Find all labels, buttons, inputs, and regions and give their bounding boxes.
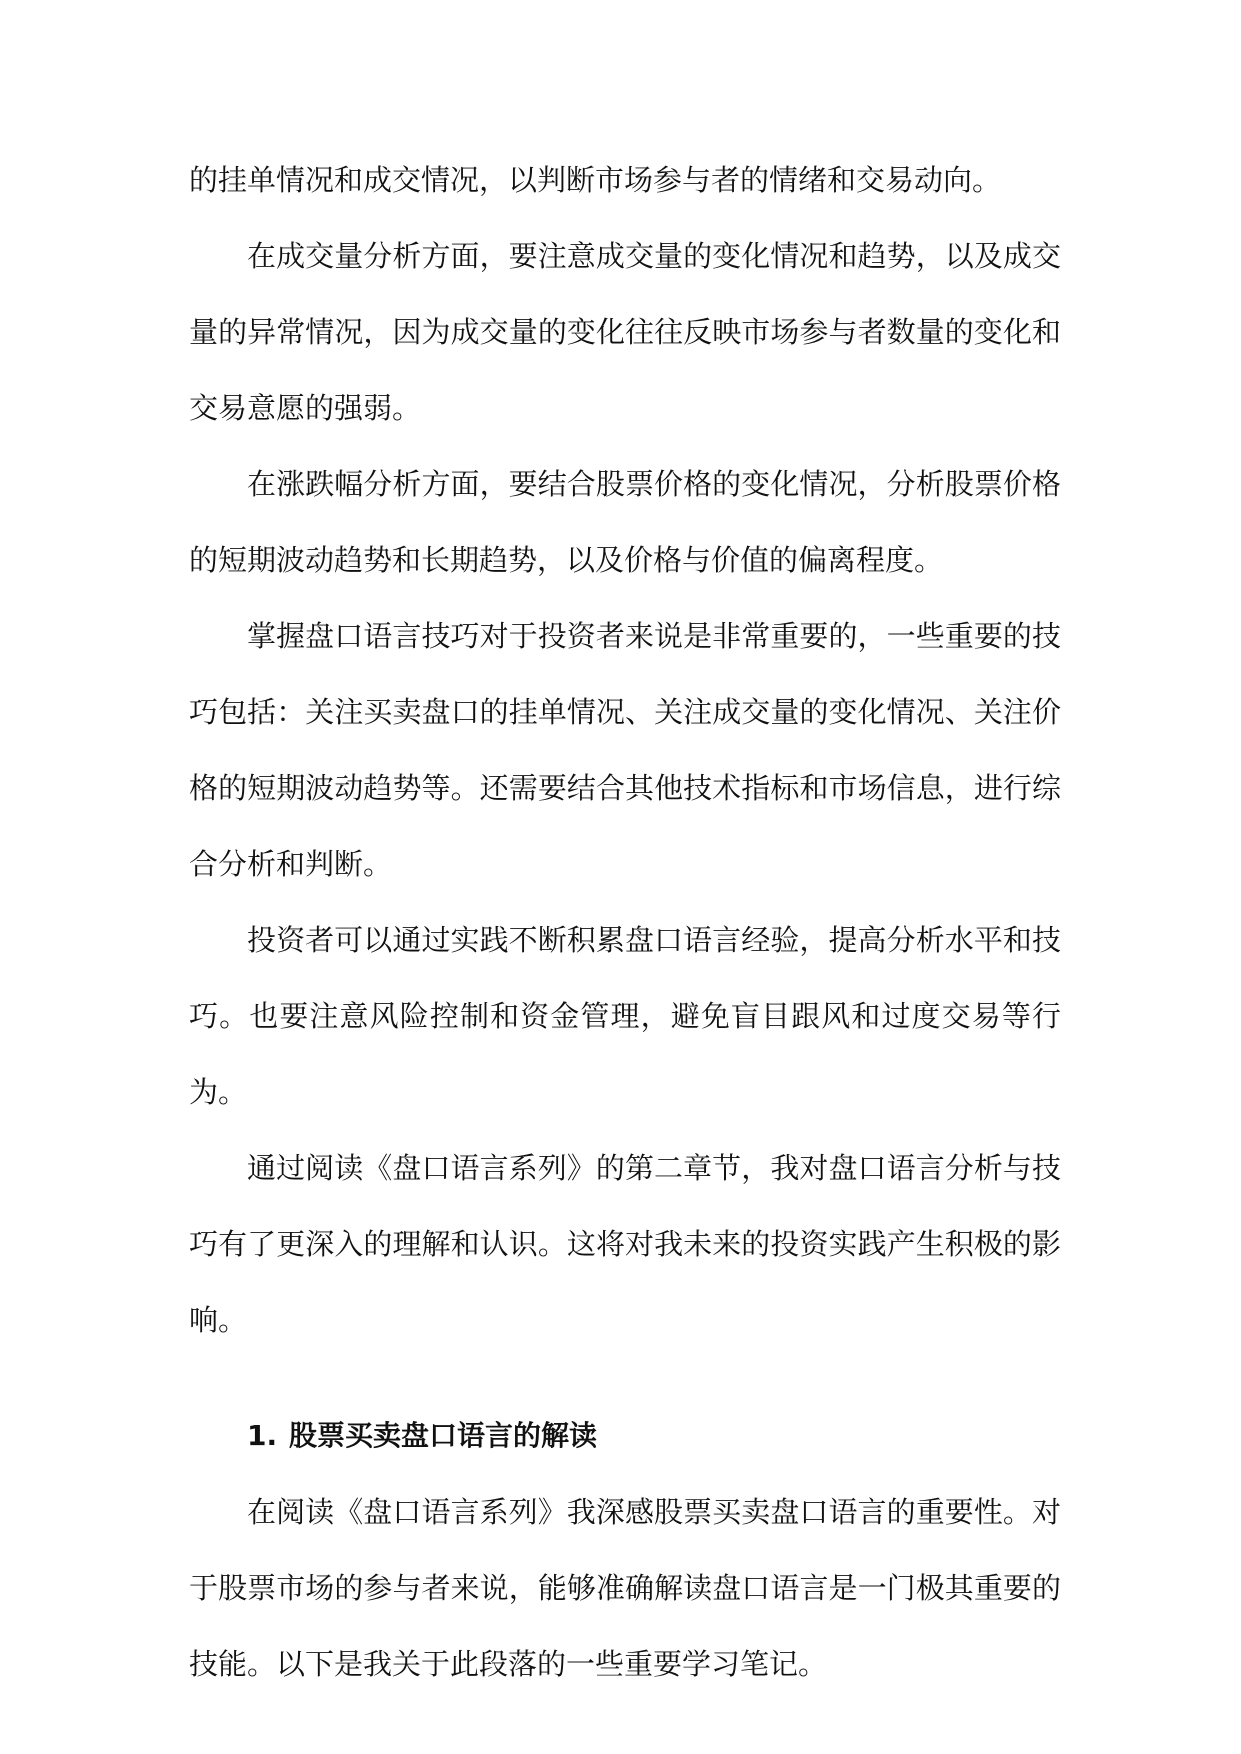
paragraph-intro: 在阅读《盘口语言系列》我深感股票买卖盘口语言的重要性。对于股票市场的参与者来说，能够准确解读盘口语言是一门极其重要的技能。以下是我关于此段落的一些重要学习笔记。 (189, 1495, 1061, 1681)
paragraph-summary: 通过阅读《盘口语言系列》的第二章节，我对盘口语言分析与技巧有了更深入的理解和认识。这将对我未来的投资实践产生积极的影响。 (189, 1151, 1061, 1337)
section-title: 股票买卖盘口语言的解读 (289, 1419, 598, 1452)
paragraph-continued: 的挂单情况和成交情况，以判断市场参与者的情绪和交易动向。 (189, 163, 1002, 197)
section-heading (189, 1398, 1061, 1474)
paragraph-volume-analysis: 在成交量分析方面，要注意成交量的变化情况和趋势，以及成交量的异常情况，因为成交量的变化往往反映市场参与者数量的变化和交易意愿的强弱。 (189, 239, 1061, 425)
section-number: 1. (247, 1419, 278, 1452)
paragraph-practice: 投资者可以通过实践不断积累盘口语言经验，提高分析水平和技巧。也要注意风险控制和资金管理，避免盲目跟风和过度交易等行为。 (189, 923, 1061, 1109)
document-body (189, 142, 1061, 1702)
paragraph-skills: 掌握盘口语言技巧对于投资者来说是非常重要的，一些重要的技巧包括：关注买卖盘口的挂单情况、关注成交量的变化情况、关注价格的短期波动趋势等。还需要结合其他技术指标和市场信息，进行综合分析和判断。 (189, 619, 1061, 881)
paragraph-price-change-analysis: 在涨跌幅分析方面，要结合股票价格的变化情况，分析股票价格的短期波动趋势和长期趋势，以及价格与价值的偏离程度。 (189, 467, 1061, 577)
